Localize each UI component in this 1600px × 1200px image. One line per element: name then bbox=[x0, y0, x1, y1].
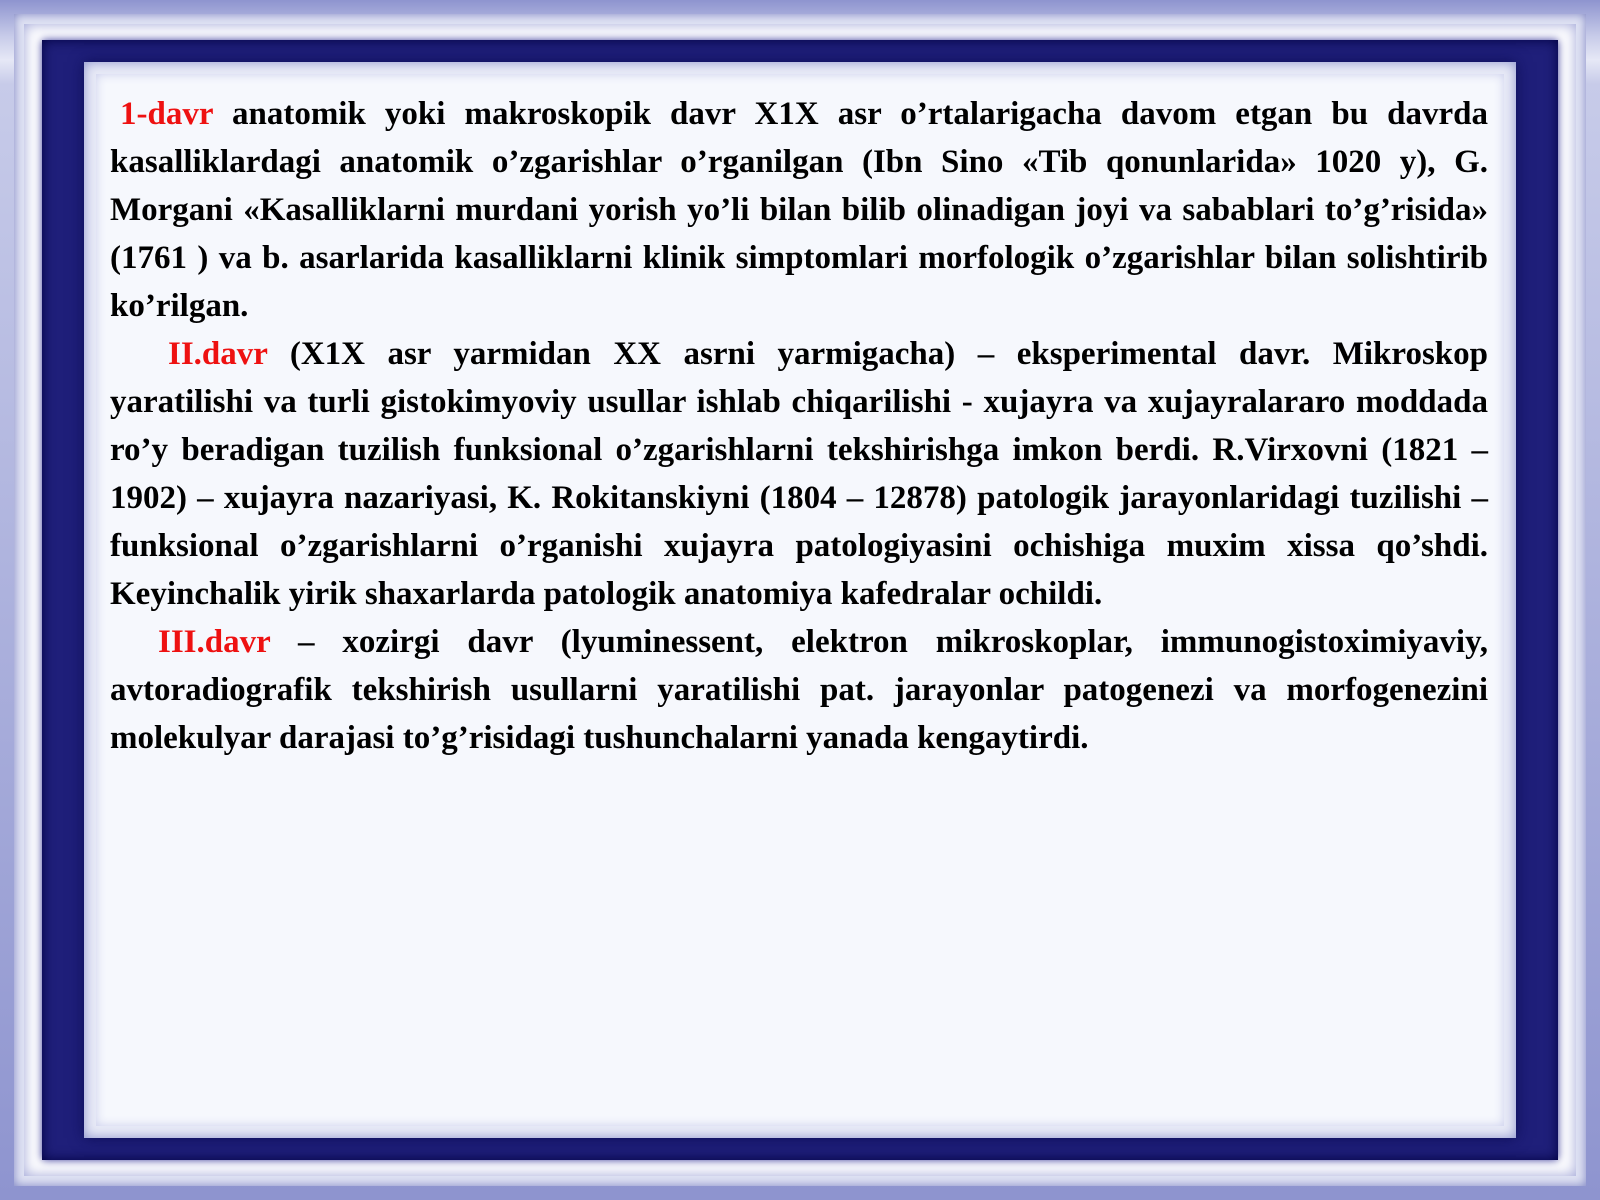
paragraph-period-1 bbox=[110, 90, 1488, 330]
period-2-heading: II.davr bbox=[168, 336, 268, 372]
period-3-heading: III.davr bbox=[158, 624, 271, 660]
period-2-text: (X1X asr yarmidan XX asrni yarmigacha) – eksperimental davr. Mikroskop yaratilishi va turli gistokimyoviy usullar ishlab chiqarilishi - xujayra va xujayralararo moddada ro’y beradigan tuzilish funksional o’zgarishlarni tekshirishga imkon berdi. R.Virxovni (1821 – 1902) – xujayra nazariyasi, K. Rokitanskiyni (1804 – 12878) patologik jarayonlaridagi tuzilishi – funksional o’zgarishlarni o’rganishi xujayra patologiyasini ochishiga muxim xissa qo’shdi. Keyinchalik yirik shaxarlarda patologik anatomiya kafedralar ochildi. bbox=[110, 336, 1488, 612]
content-area bbox=[96, 74, 1504, 1126]
period-1-heading: 1-davr bbox=[120, 96, 213, 132]
paragraph-period-3 bbox=[110, 618, 1488, 762]
period-3-text: – xozirgi davr (lyuminessent, elektron mikroskoplar, immunogistoximiyaviy, avtoradiografik tekshirish usullarni yaratilishi pat. jarayonlar patogenezi va morfogenezini molekulyar darajasi to’g’risidagi tushunchalarni yanada kengaytirdi. bbox=[110, 624, 1488, 756]
period-1-text: anatomik yoki makroskopik davr X1X asr o’rtalarigacha davom etgan bu davrda kasalliklardagi anatomik o’zgarishlar o’rganilgan (Ibn Sino «Tib qonunlarida» 1020 y), G. Morgani «Kasalliklarni murdani yorish yo’li bilan bilib olinadigan joyi va sabablari to’g’risida» (1761 ) va b. asarlarida kasalliklarni klinik simptomlari morfologik o’zgarishlar bilan solishtirib ko’rilgan. bbox=[110, 96, 1488, 324]
text-body bbox=[110, 90, 1488, 762]
paragraph-period-2 bbox=[110, 330, 1488, 618]
